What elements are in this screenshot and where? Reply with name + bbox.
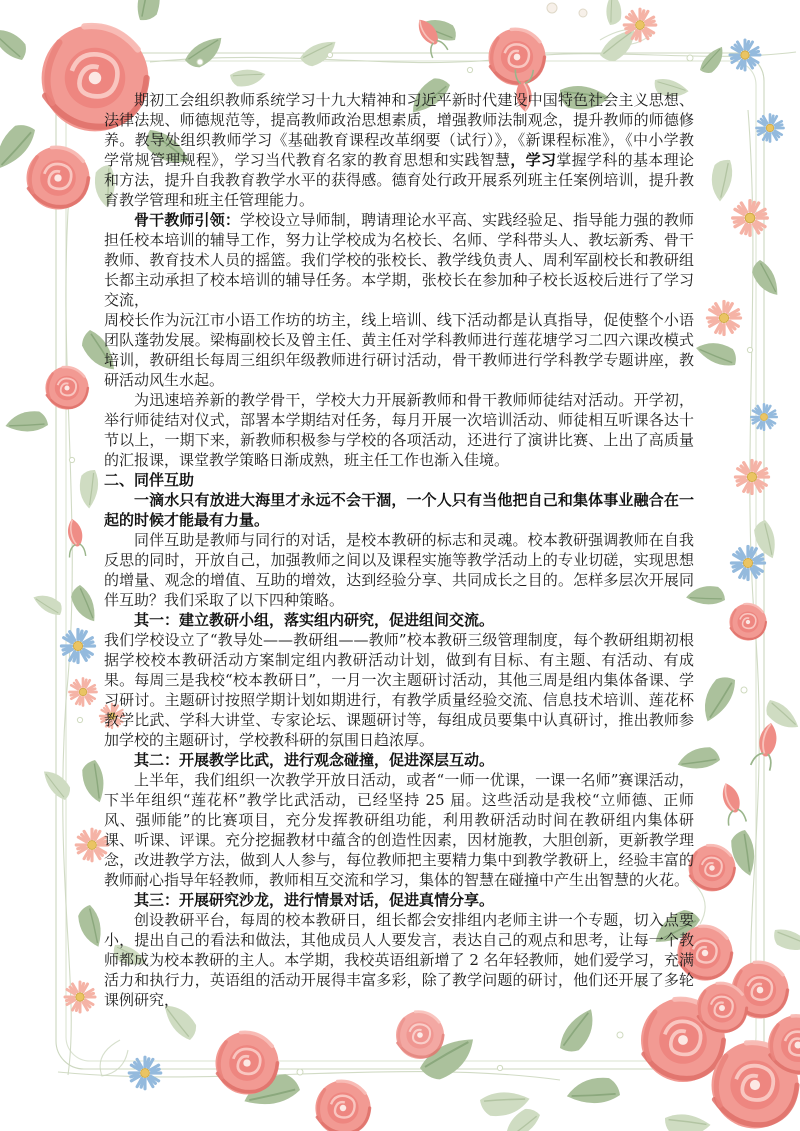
paragraph (104, 530, 694, 610)
document-body (104, 90, 694, 1010)
paragraph (104, 610, 694, 630)
paragraph (104, 890, 694, 910)
text-run: 我们学校设立了“教导处——教研组——教师”校本教研三级管理制度，每个教研组期初根据学校校本教研活动方案制定组内教研活动计划，做到有目标、有主题、有活动、有成果。每周三是我校“校本教研日”，一月一次主题研讨活动，其他三周是组内集体备课、学习研讨。主题研讨按照学期计划如期进行，有教学质量经验交流、信息技术培训、莲花杯教学比武、学科大讲堂、专家论坛、课题研讨等，每组成员要集中认真研讨，推出教师参加学校的主题研讨，学校教科研的氛围日趋浓厚。 (104, 631, 694, 749)
text-run: 创设教研平台，每周的校本教研日，组长都会安排组内老师主讲一个专题，切入点要小，提出自己的看法和做法，其他成员人人要发言，表达自己的观点和思考，让每一个教师都成为校本教研的主人。本学期，我校英语组新增了 2 名年轻教师，她们爱学习，充满活力和执行力，英语组的活动开展得丰富多彩，除了教学问题的研讨，他们还开展了多轮课例研究， (104, 911, 694, 1009)
text-run: 同伴互助是教师与同行的对话，是校本教研的标志和灵魂。校本教研强调教师在自我反思的同时，开放自己，加强教师之间以及课程实施等教学活动上的专业切磋，实现思想的增量、观念的增值、互助的增效，达到经验分享、共同成长之目的。怎样多层次开展同伴互助？我们采取了以下四种策略。 (104, 531, 694, 609)
text-run: 为迅速培养新的教学骨干，学校大力开展新教师和骨干教师师徒结对活动。开学初，举行师徒结对仪式，部署本学期结对任务，每月开展一次培训活动、师徒相互听课各达十节以上，一期下来，新教师积极参与学校的各项活动，还进行了演讲比赛、上出了高质量的汇报课，课堂教学策略日渐成熟，班主任工作也渐入佳境。 (104, 391, 694, 469)
bold-text-run: ，学习 (510, 151, 557, 169)
paragraph (104, 310, 694, 390)
paragraph (104, 210, 694, 310)
text-run: 学校设立导师制，聘请理论水平高、实践经验足、指导能力强的教师担任校本培训的辅导工作，努力让学校成为名校长、名师、学科带头人、教坛新秀、骨干教师、教育技术人员的摇篮。我们学校的张校长、教学线负责人、周利军副校长和教研组长都主动承担了校本培训的辅导任务。本学期，张校长在参加种子校长返校后进行了学习交流， (104, 211, 694, 309)
text-run: 上半年，我们组织一次教学开放日活动，或者“一师一优课，一课一名师”赛课活动，下半年组织“莲花杯”教学比武活动，已经坚持 25 届。这些活动是我校“立师德、正师风、强师能”的比赛项目，充分发挥教研组功能，利用教研活动时间在教研组内集体研课、听课、评课。充分挖掘教材中蕴含的创造性因素，因材施教，大胆创新，更新教学理念，改进教学方法，做到人人参与，每位教师把主要精力集中到教学教研上，经验丰富的教师耐心指导年轻教师，教师相互交流和学习，集体的智慧在碰撞中产生出智慧的火花。 (104, 771, 694, 889)
bold-text-run: 其一：建立教研小组，落实组内研究，促进组间交流。 (134, 611, 495, 629)
paragraph (104, 390, 694, 470)
bold-text-run: 一滴水只有放进大海里才永远不会干涸，一个人只有当他把自己和集体事业融合在一起的时候才能最有力量。 (104, 491, 694, 529)
text-run: 掌握学科的基本理论和方法，提升自我教育教学水平的获得感。德育处行政开展系列班主任案例培训，提升教育教学管理和班主任管理能力。 (104, 151, 694, 209)
paragraph (104, 770, 694, 890)
bold-text-run: 其二：开展教学比武，进行观念碰撞，促进深层互动。 (134, 751, 495, 769)
paragraph (104, 90, 694, 210)
paragraph (104, 490, 694, 530)
paragraph (104, 750, 694, 770)
bold-text-run: 其三：开展研究沙龙，进行情景对话，促进真情分享。 (134, 891, 495, 909)
text-run: 周校长作为沅江市小语工作坊的坊主，线上培训、线下活动都是认真指导，促使整个小语团队蓬勃发展。梁梅副校长及曾主任、黄主任对学科教师进行莲花塘学习二四六课改模式培训，教研组长每周三组织年级教师进行研讨活动，骨干教师进行学科教学专题讲座，教研活动风生水起。 (104, 311, 694, 389)
paragraph (104, 910, 694, 1010)
bold-text-run: 骨干教师引领： (134, 211, 240, 229)
text-run: 期初工会组织教师系统学习十九大精神和习近平新时代建设中国特色社会主义思想、法律法规、师德规范等，提高教师政治思想素质，增强教师法制观念，提升教师的师德修养。教导处组织教师学习《基础教育课程改革纲要（试行）》，《新课程标准》，《中小学教学常规管理规程》，学习当代教育名家的教育思想和实践智慧 (104, 91, 694, 169)
bold-text-run: 二、同伴互助 (104, 471, 195, 489)
paragraph (104, 630, 694, 750)
section-heading (104, 470, 694, 490)
